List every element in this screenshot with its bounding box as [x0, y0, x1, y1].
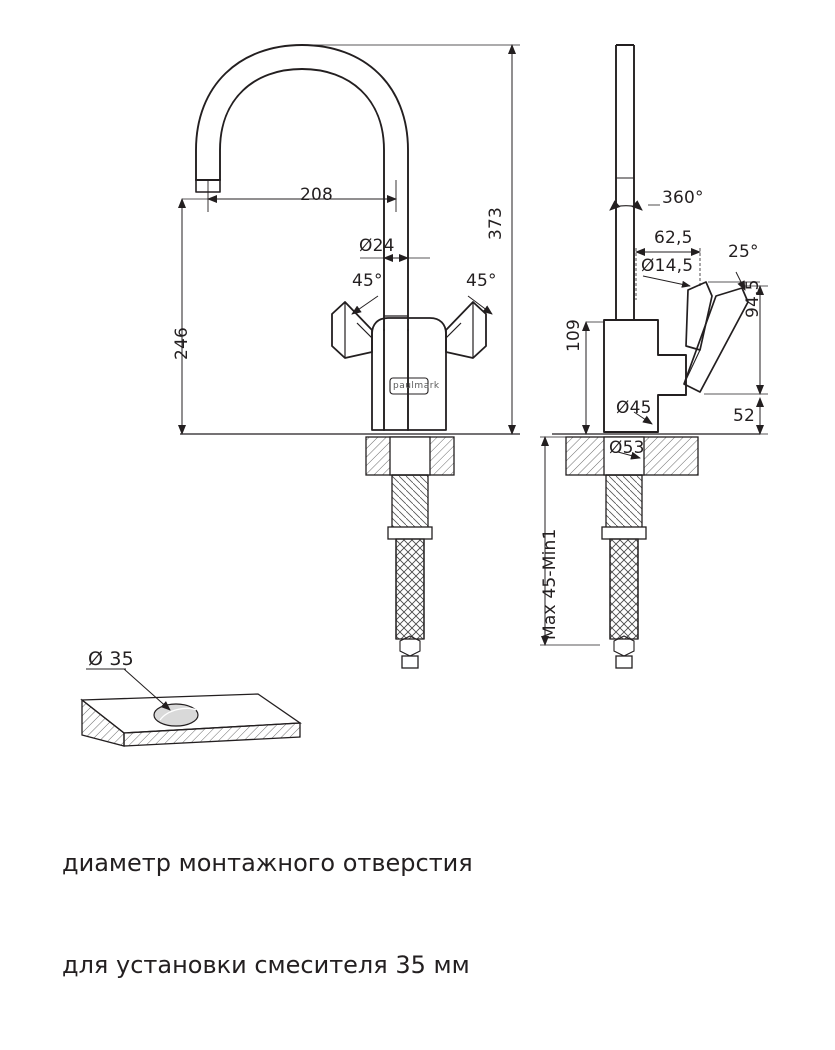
front-view-shank [388, 475, 432, 668]
dim-246 [182, 199, 208, 434]
dim-label-spout-reach: 208 [300, 185, 334, 205]
brand-logo-plate: paulmark [393, 381, 440, 391]
side-view-handles [684, 282, 748, 392]
dim-label-handle-tilt: 25° [728, 242, 759, 262]
dim-label-handle-angle-left: 45° [352, 271, 383, 291]
dim-label-body-diameter: Ø45 [616, 398, 652, 418]
dim-label-handle-offset: 62,5 [654, 228, 693, 248]
countertop-perspective [82, 669, 300, 746]
dim-label-handle-height: 246 [172, 326, 192, 360]
dim-label-handle-angle-right: 45° [466, 271, 497, 291]
caption-block [62, 778, 473, 1050]
dim-label-counter-thickness: Max 45-Min1 [540, 528, 560, 640]
dim-label-base-diameter: Ø53 [609, 438, 645, 458]
caption-line-1: диаметр монтажного отверстия [62, 849, 473, 877]
front-view-countertop [180, 434, 520, 475]
dim-label-total-height: 373 [486, 206, 506, 240]
dim-label-handle-span: 94,5 [743, 279, 763, 318]
dim-360 [610, 205, 660, 210]
dim-label-handle-diameter: Ø14,5 [641, 256, 694, 276]
dim-label-spout-outlet-diameter: Ø24 [359, 236, 395, 256]
dim-label-body-height: 109 [564, 318, 584, 352]
side-view-countertop [552, 434, 760, 475]
front-view-handles [332, 302, 486, 430]
dim-label-base-height: 52 [733, 406, 756, 426]
dim-d14-5 [643, 276, 690, 286]
side-view-shank [602, 475, 646, 668]
caption-line-2: для установки смесителя 35 мм [62, 951, 470, 979]
dim-label-swivel-range: 360° [662, 188, 704, 208]
dim-label-hole-diameter: Ø 35 [88, 648, 134, 670]
